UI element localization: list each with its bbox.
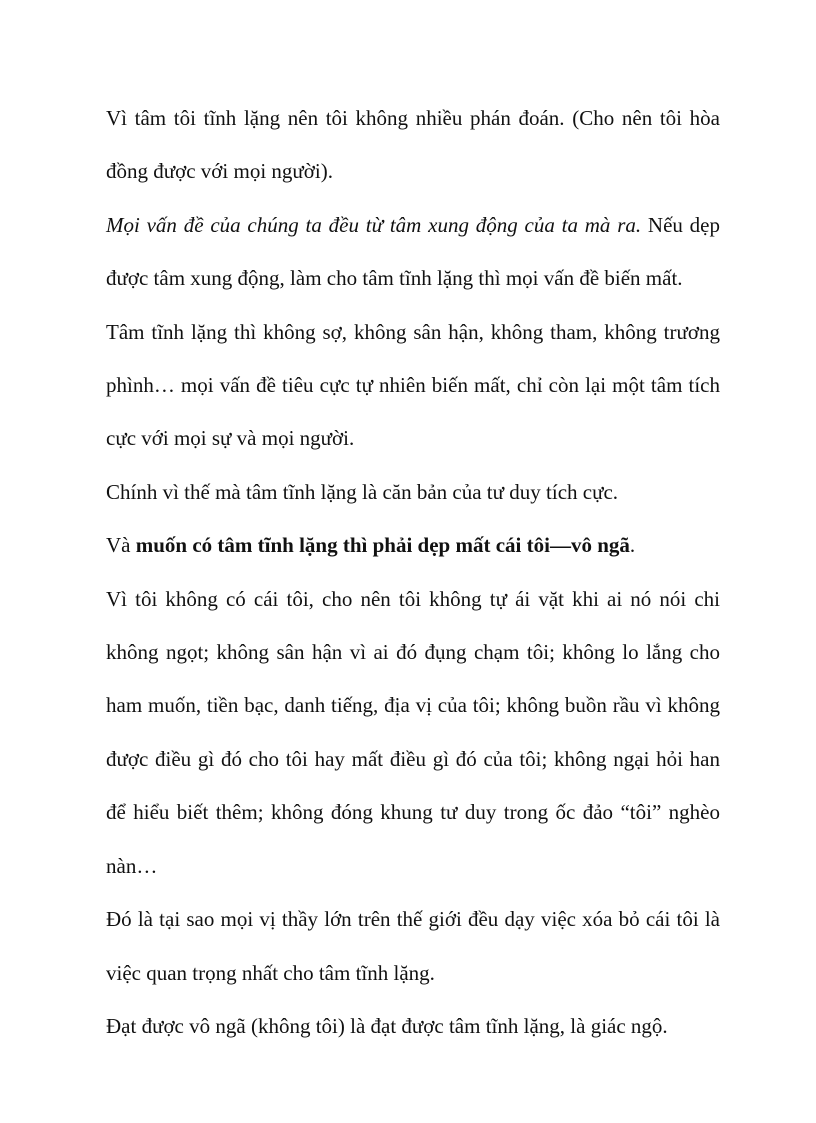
paragraph-5-end-text: . <box>629 533 636 558</box>
paragraph-3 <box>106 306 720 466</box>
paragraph-5-lead-text: Và <box>106 533 136 558</box>
paragraph-4 <box>106 466 720 519</box>
paragraph-7 <box>106 893 720 1000</box>
paragraph-2-italic-text: Mọi vấn đề của chúng ta đều từ tâm xung động của ta mà ra. <box>106 212 642 237</box>
paragraph-2 <box>106 199 720 306</box>
paragraph-5 <box>106 519 720 572</box>
paragraph-4-text: Chính vì thế mà tâm tĩnh lặng là căn bản của tư duy tích cực. <box>106 479 619 504</box>
paragraph-1-text: Vì tâm tôi tĩnh lặng nên tôi không nhiều phán đoán. (Cho nên tôi hòa đồng được với mọi người). <box>106 106 720 184</box>
document-page <box>106 92 720 1053</box>
paragraph-1 <box>106 92 720 199</box>
paragraph-3-text: Tâm tĩnh lặng thì không sợ, không sân hận, không tham, không trương phình… mọi vấn đề tiêu cực tự nhiên biến mất, chỉ còn lại một tâm tích cực với mọi sự và mọi người. <box>106 319 720 451</box>
paragraph-6 <box>106 573 720 893</box>
paragraph-6-text: Vì tôi không có cái tôi, cho nên tôi không tự ái vặt khi ai nó nói chi không ngọt; không sân hận vì ai đó đụng chạm tôi; không lo lắng cho ham muốn, tiền bạc, danh tiếng, địa vị của tôi; không buồn rầu vì không được điều gì đó cho tôi hay mất điều gì đó của tôi; không ngại hỏi han để hiểu biết thêm; không đóng khung tư duy trong ốc đảo “tôi” nghèo nàn… <box>106 586 720 878</box>
paragraph-7-text: Đó là tại sao mọi vị thầy lớn trên thế giới đều dạy việc xóa bỏ cái tôi là việc quan trọng nhất cho tâm tĩnh lặng. <box>106 907 720 985</box>
paragraph-2-text: Nếu dẹp được tâm xung động, làm cho tâm tĩnh lặng thì mọi vấn đề biến mất. <box>106 212 721 291</box>
paragraph-8-text: Đạt được vô ngã (không tôi) là đạt được tâm tĩnh lặng, là giác ngộ. <box>106 1013 668 1038</box>
paragraph-8 <box>106 1000 720 1053</box>
paragraph-5-bold-text: muốn có tâm tĩnh lặng thì phải dẹp mất cái tôi—vô ngã <box>135 533 630 558</box>
